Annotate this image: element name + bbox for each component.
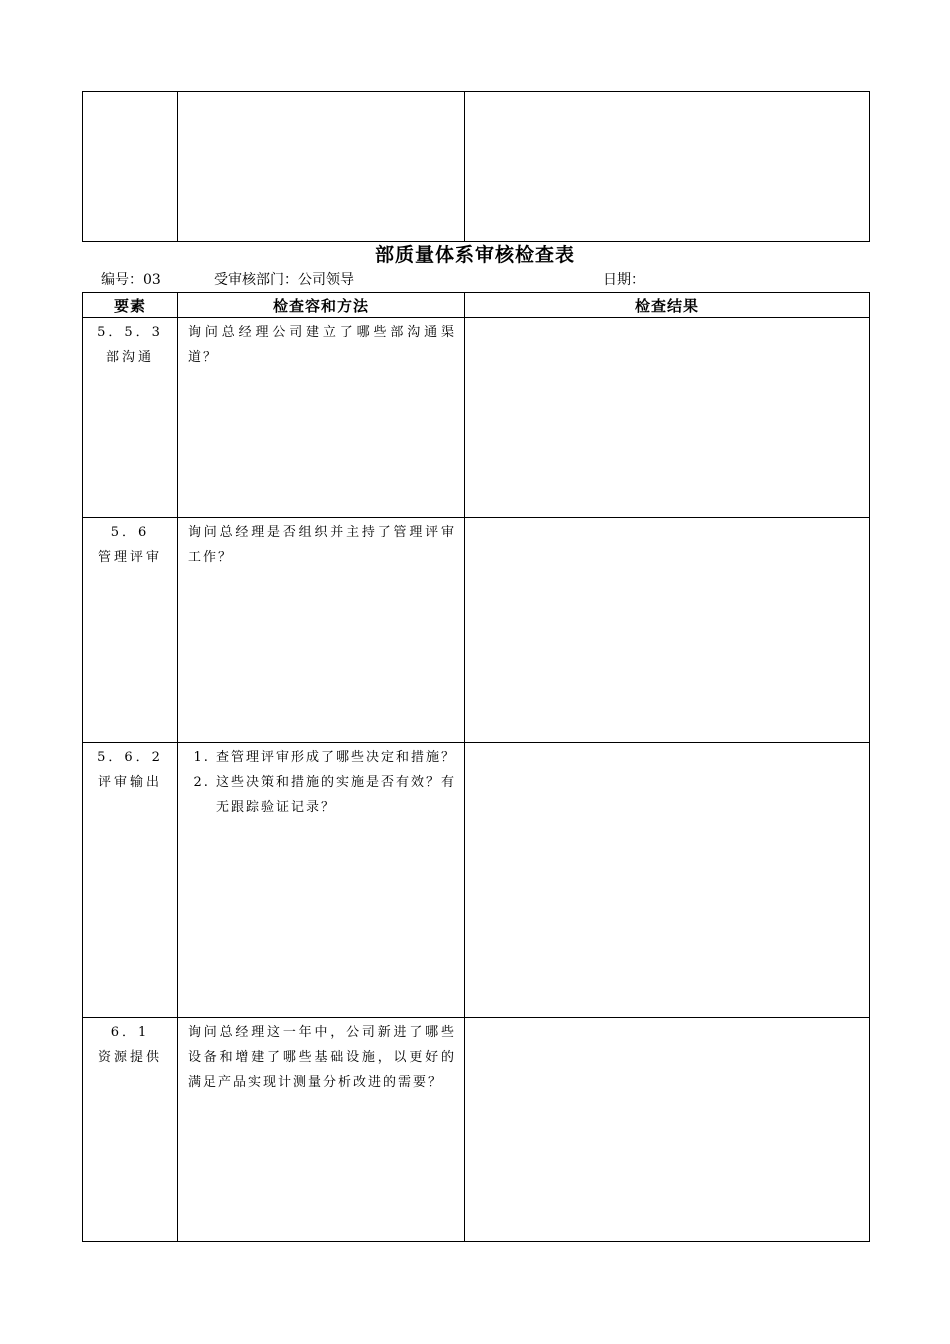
table-row xyxy=(83,743,870,1018)
audit-checklist-table xyxy=(82,292,870,1242)
audit-date: 日期： xyxy=(603,272,645,288)
element-code: 6．1 xyxy=(110,1025,150,1040)
audited-department: 受审核部门：公司领导 xyxy=(214,272,354,288)
table-row xyxy=(83,318,870,518)
method-cell: 询问总经理这一年中，公司新进了哪些设备和增建了哪些基础设施，以更好的满足产品实现计测量分析改进的需要？ xyxy=(178,1018,465,1242)
element-name: 资源提供 xyxy=(97,1050,162,1065)
element-code: 5．5．3 xyxy=(97,325,163,340)
result-cell xyxy=(465,318,870,518)
element-name: 部沟通 xyxy=(105,350,154,365)
element-name: 评审输出 xyxy=(97,775,162,790)
result-cell xyxy=(465,1018,870,1242)
header-element: 要素 xyxy=(83,293,178,318)
header-method: 检查容和方法 xyxy=(178,293,465,318)
result-cell xyxy=(465,743,870,1018)
element-cell xyxy=(83,1018,178,1242)
element-cell xyxy=(83,743,178,1018)
method-cell xyxy=(178,743,465,1018)
method-cell: 询问总经理是否组织并主持了管理评审工作？ xyxy=(178,518,465,743)
document-number: 编号：03 xyxy=(101,272,161,288)
element-code: 5．6 xyxy=(110,525,150,540)
element-code: 5．6．2 xyxy=(97,750,163,765)
element-name: 管理评审 xyxy=(97,550,162,565)
list-item: 2. 这些决策和措施的实施是否有效？有无跟踪验证记录？ xyxy=(216,770,456,820)
empty-element-cell xyxy=(83,92,178,242)
previous-page-table-remnant xyxy=(82,91,870,242)
table-header-row xyxy=(83,293,870,318)
element-cell xyxy=(83,518,178,743)
table-row xyxy=(83,92,870,242)
table-row xyxy=(83,1018,870,1242)
element-cell xyxy=(83,318,178,518)
table-row xyxy=(83,518,870,743)
list-item: 1. 查管理评审形成了哪些决定和措施？ xyxy=(216,745,456,770)
empty-result-cell xyxy=(465,92,870,242)
header-result: 检查结果 xyxy=(465,293,870,318)
document-title: 部质量体系审核检查表 xyxy=(374,244,575,266)
method-list xyxy=(188,745,456,820)
empty-method-cell xyxy=(178,92,465,242)
result-cell xyxy=(465,518,870,743)
method-cell: 询问总经理公司建立了哪些部沟通渠道？ xyxy=(178,318,465,518)
